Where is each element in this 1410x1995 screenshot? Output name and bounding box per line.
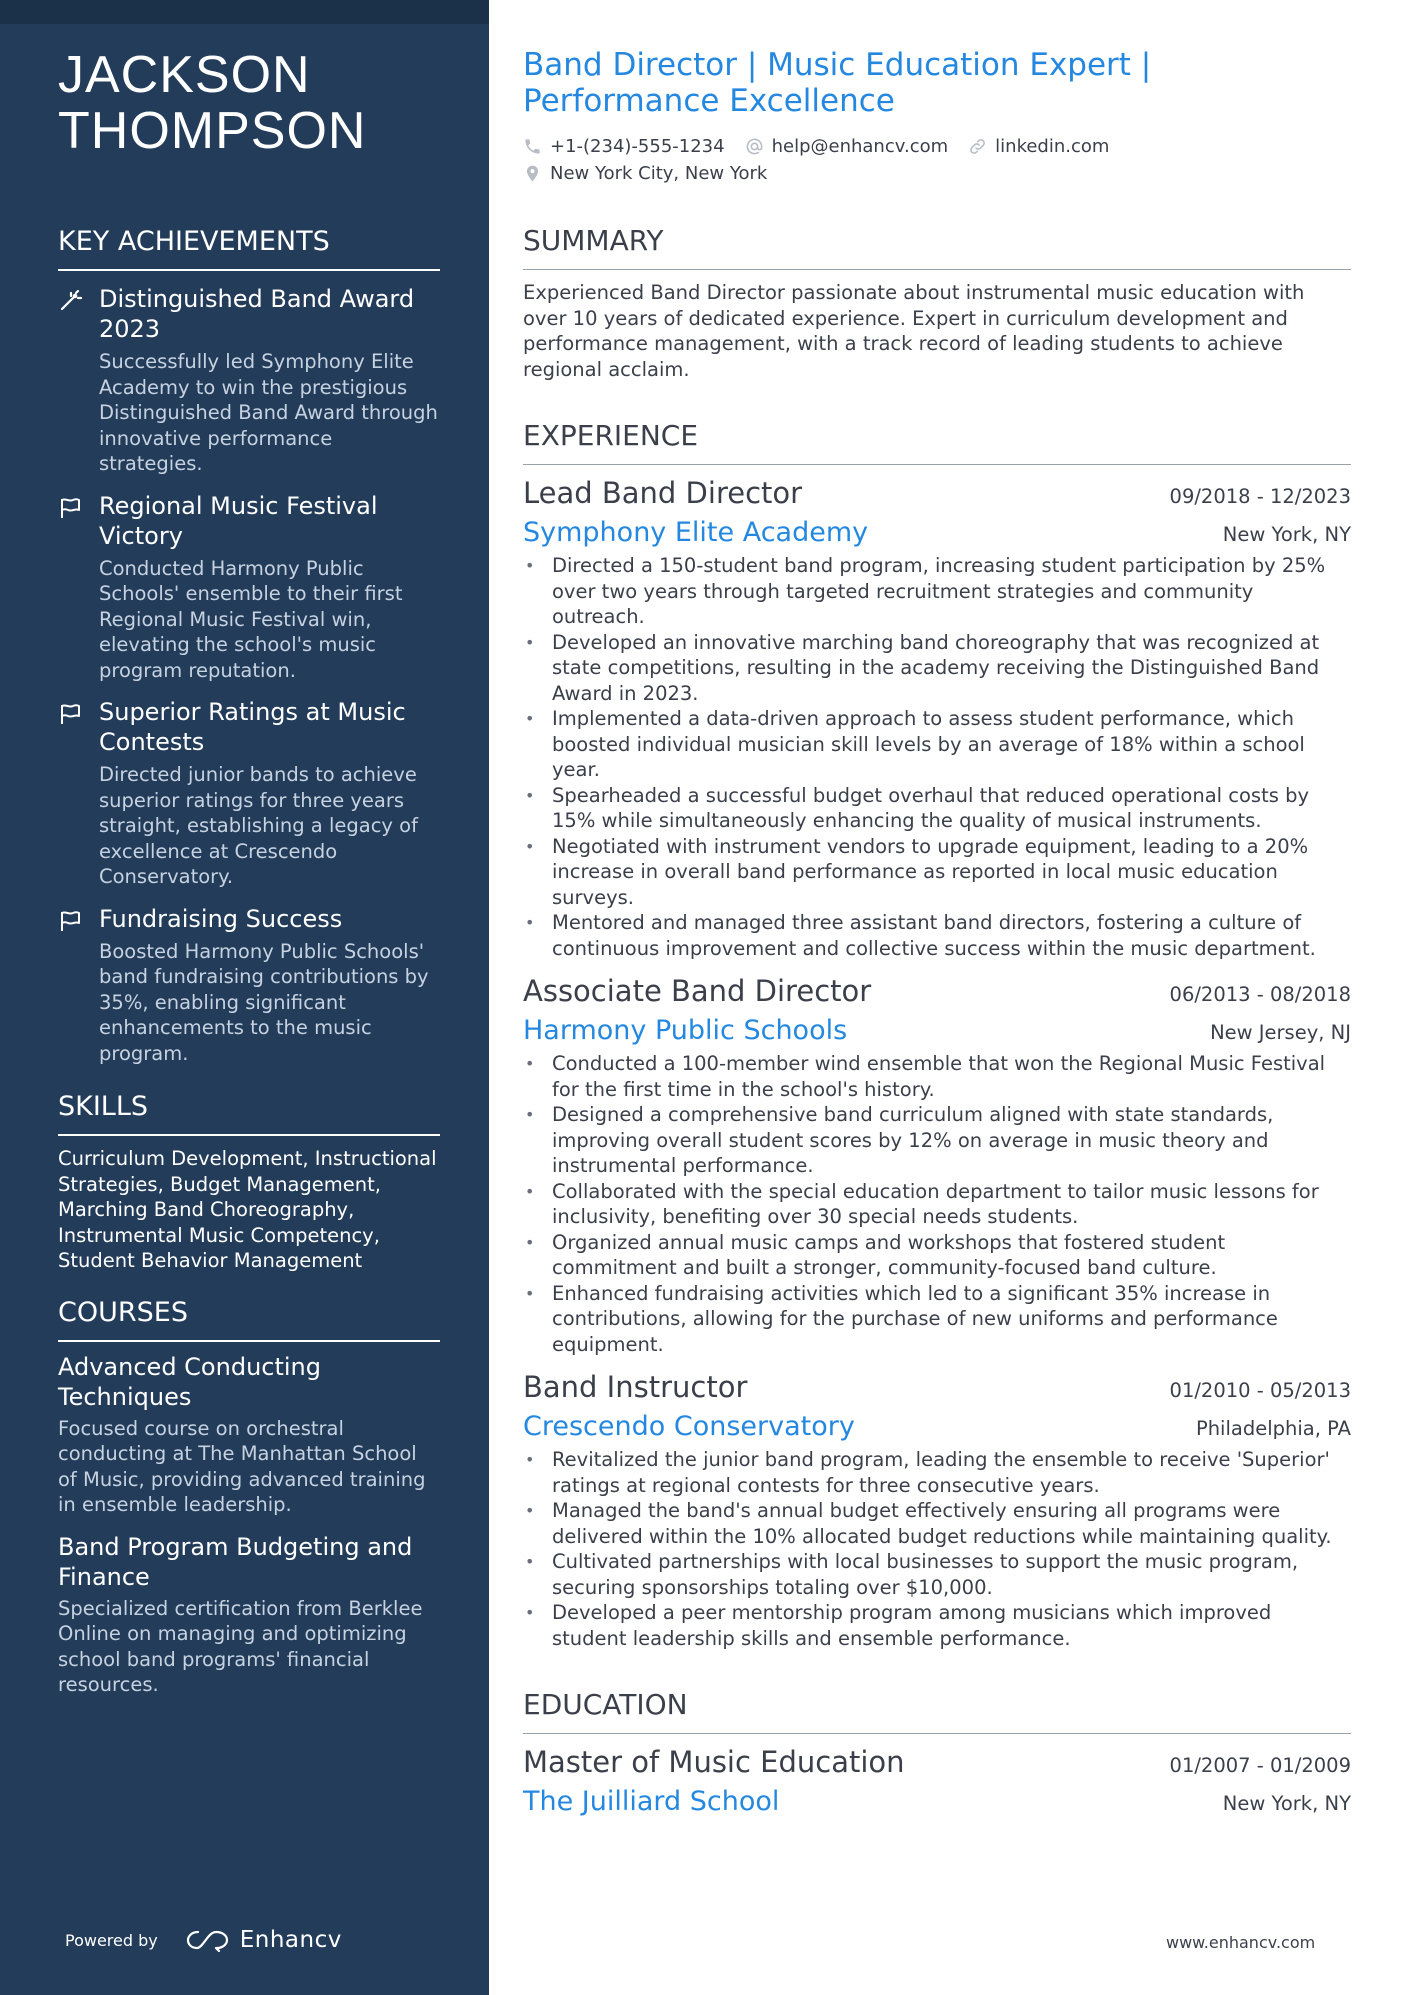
job-title: Band Instructor <box>523 1370 748 1404</box>
location-contact <box>523 160 767 187</box>
bullet-item: • Enhanced fundraising activities which led to a significant 35% increase in contributions, allowing for the purchase of new uniforms and performance equipment. <box>523 1281 1351 1358</box>
job-header <box>523 973 1351 1009</box>
bullet-item: • Spearheaded a successful budget overhaul that reduced operational costs by 15% while simultaneously enhancing the quality of musical instruments. <box>523 783 1351 834</box>
achievement-body <box>99 491 440 684</box>
company-name: Symphony Elite Academy <box>523 517 869 548</box>
email-text: help@enhancv.com <box>771 136 949 157</box>
education-entry <box>523 1744 1351 1820</box>
achievement-body <box>99 904 440 1067</box>
conductor-icon <box>58 284 99 477</box>
link-icon <box>968 137 987 156</box>
skills-list: Curriculum Development, Instructional Strategies, Budget Management, Marching Band Choreography, Instrumental Music Competency, Student Behavior Management <box>58 1147 437 1272</box>
achievement-item <box>58 697 440 890</box>
bullet-item: • Managed the band's annual budget effectively ensuring all programs were delivered within the 10% allocated budget reductions while maintaining quality. <box>523 1498 1351 1549</box>
achievement-item <box>58 491 440 684</box>
summary-section <box>523 224 1351 382</box>
bullet-item: • Mentored and managed three assistant band directors, fostering a culture of continuous improvement and collective success within the music department. <box>523 910 1351 961</box>
achievement-body <box>99 697 440 890</box>
skills-title: SKILLS <box>58 1090 440 1136</box>
email-contact[interactable] <box>745 133 949 160</box>
bullet-item: • Organized annual music camps and workshops that fostered student commitment and built a stronger, community-focused band culture. <box>523 1230 1351 1281</box>
job-title: Associate Band Director <box>523 974 872 1008</box>
bullet-item: • Directed a 150-student band program, increasing student participation by 25% over two years through targeted recruitment strategies and community outreach. <box>523 553 1351 630</box>
achievement-title: Superior Ratings at Music Contests <box>99 698 406 756</box>
achievements-list <box>58 284 440 1066</box>
achievement-title: Regional Music Festival Victory <box>99 491 378 550</box>
experience-title: EXPERIENCE <box>523 419 1351 465</box>
job-dates: 01/2010 - 05/2013 <box>1169 1379 1351 1402</box>
course-item <box>58 1532 440 1698</box>
sidebar-content <box>58 47 440 1698</box>
job-location: New Jersey, NJ <box>1210 1021 1351 1044</box>
achievement-desc: Directed junior bands to achieve superior ratings for three years straight, establishing a legacy of excellence at Crescendo Conservatory. <box>99 763 418 888</box>
phone-icon <box>523 137 542 156</box>
job-subheader <box>523 1405 1351 1445</box>
course-desc: Specialized certification from Berklee Online on managing and optimizing school band programs' financial resources. <box>58 1596 423 1696</box>
job-dates: 06/2013 - 08/2018 <box>1169 983 1351 1006</box>
company-name: Crescendo Conservatory <box>523 1411 855 1442</box>
link-text: linkedin.com <box>995 136 1110 157</box>
company-name: Harmony Public Schools <box>523 1015 848 1046</box>
flag-icon <box>58 697 99 890</box>
skills-section <box>58 1090 440 1274</box>
courses-title: COURSES <box>58 1296 440 1342</box>
job-bullets <box>523 553 1351 961</box>
achievement-title: Distinguished Band Award 2023 <box>99 285 415 343</box>
job-subheader <box>523 511 1351 551</box>
bullet-item: • Conducted a 100-member wind ensemble that won the Regional Music Festival for the first time in the school's history. <box>523 1051 1351 1102</box>
location-text: New York City, New York <box>550 163 768 184</box>
phone-text: +1-(234)-555-1234 <box>550 136 725 157</box>
education-title: EDUCATION <box>523 1688 1351 1734</box>
job-header <box>523 1369 1351 1405</box>
headline: Band Director | Music Education Expert | Performance Excellence <box>523 47 1152 119</box>
courses-section <box>58 1296 440 1698</box>
brand-name: Enhancv <box>239 1927 342 1953</box>
job-location: New York, NY <box>1222 523 1351 546</box>
achievement-desc: Conducted Harmony Public Schools' ensemble to their first Regional Music Festival win, elevating the school's music program reputation. <box>99 556 403 682</box>
powered-by <box>65 1927 342 1953</box>
job-bullets <box>523 1051 1351 1357</box>
candidate-name: JACKSON THOMPSON <box>58 46 367 160</box>
course-title: Band Program Budgeting and Finance <box>58 1532 413 1591</box>
course-item <box>58 1352 440 1518</box>
bullet-item: • Designed a comprehensive band curriculum aligned with state standards, improving overall student scores by 12% on average in music theory and instrumental performance. <box>523 1102 1351 1179</box>
main-content <box>523 47 1351 1820</box>
job-title: Lead Band Director <box>523 476 803 510</box>
achievements-title: KEY ACHIEVEMENTS <box>58 225 440 271</box>
education-section <box>523 1688 1351 1820</box>
flag-icon <box>58 904 99 1067</box>
experience-section <box>523 419 1351 1651</box>
link-contact[interactable] <box>968 133 1109 160</box>
summary-text: Experienced Band Director passionate about instrumental music education with over 10 years of dedicated experience. Expert in curriculum development and performance management, with a track record of leading students to achieve regional acclaim. <box>523 281 1305 381</box>
enhancv-logo-icon <box>186 1928 230 1952</box>
achievement-desc: Boosted Harmony Public Schools' band fundraising contributions by 35%, enabling significant enhancements to the music program. <box>99 939 429 1065</box>
job-location: Philadelphia, PA <box>1195 1417 1351 1440</box>
education-dates: 01/2007 - 01/2009 <box>1169 1754 1351 1777</box>
bullet-item: • Developed a peer mentorship program among musicians which improved student leadership skills and ensemble performance. <box>523 1600 1351 1651</box>
job-subheader <box>523 1009 1351 1049</box>
school-name: The Juilliard School <box>523 1786 780 1817</box>
achievement-item <box>58 284 440 477</box>
achievement-desc: Successfully led Symphony Elite Academy to win the prestigious Distinguished Band Award through innovative performance strategies. <box>99 350 438 475</box>
job-entry <box>523 475 1351 961</box>
job-bullets <box>523 1447 1351 1651</box>
at-icon <box>745 137 764 156</box>
job-header <box>523 475 1351 511</box>
achievement-title: Fundraising Success <box>99 904 343 933</box>
summary-title: SUMMARY <box>523 224 1351 270</box>
bullet-item: • Implemented a data-driven approach to assess student performance, which boosted individual musician skill levels by an average of 18% within a school year. <box>523 706 1351 783</box>
achievement-body <box>99 284 440 477</box>
flag-icon <box>58 491 99 684</box>
bullet-item: • Cultivated partnerships with local businesses to support the music program, securing sponsorships totaling over $10,000. <box>523 1549 1351 1600</box>
bullet-item: • Collaborated with the special education department to tailor music lessons for inclusivity, benefiting over 30 special needs students. <box>523 1179 1351 1230</box>
achievement-item <box>58 904 440 1067</box>
education-location: New York, NY <box>1222 1792 1351 1815</box>
job-entry <box>523 1369 1351 1651</box>
job-dates: 09/2018 - 12/2023 <box>1169 485 1351 508</box>
education-header <box>523 1744 1351 1780</box>
course-title: Advanced Conducting Techniques <box>58 1352 321 1411</box>
powered-by-label: Powered by <box>65 1930 158 1950</box>
website-link[interactable]: www.enhancv.com <box>1166 1933 1316 1952</box>
brand-logo[interactable] <box>186 1927 342 1953</box>
location-icon <box>523 164 542 183</box>
education-subheader <box>523 1780 1351 1820</box>
bullet-item: • Developed an innovative marching band choreography that was recognized at state competitions, resulting in the academy receiving the Distinguished Band Award in 2023. <box>523 630 1351 707</box>
job-entry <box>523 973 1351 1357</box>
bullet-item: • Revitalized the junior band program, leading the ensemble to receive 'Superior' ratings at regional contests for three consecutive years. <box>523 1447 1351 1498</box>
sidebar <box>0 0 489 1995</box>
bullet-item: • Negotiated with instrument vendors to upgrade equipment, leading to a 20% increase in overall band performance as reported in local music education surveys. <box>523 834 1351 911</box>
phone-contact[interactable] <box>523 133 725 160</box>
sidebar-top-bar <box>0 0 489 24</box>
course-desc: Focused course on orchestral conducting at The Manhattan School of Music, providing advanced training in ensemble leadership. <box>58 1416 426 1516</box>
degree-name: Master of Music Education <box>523 1745 905 1779</box>
achievements-section <box>58 225 440 1066</box>
contact-info <box>523 133 1351 187</box>
